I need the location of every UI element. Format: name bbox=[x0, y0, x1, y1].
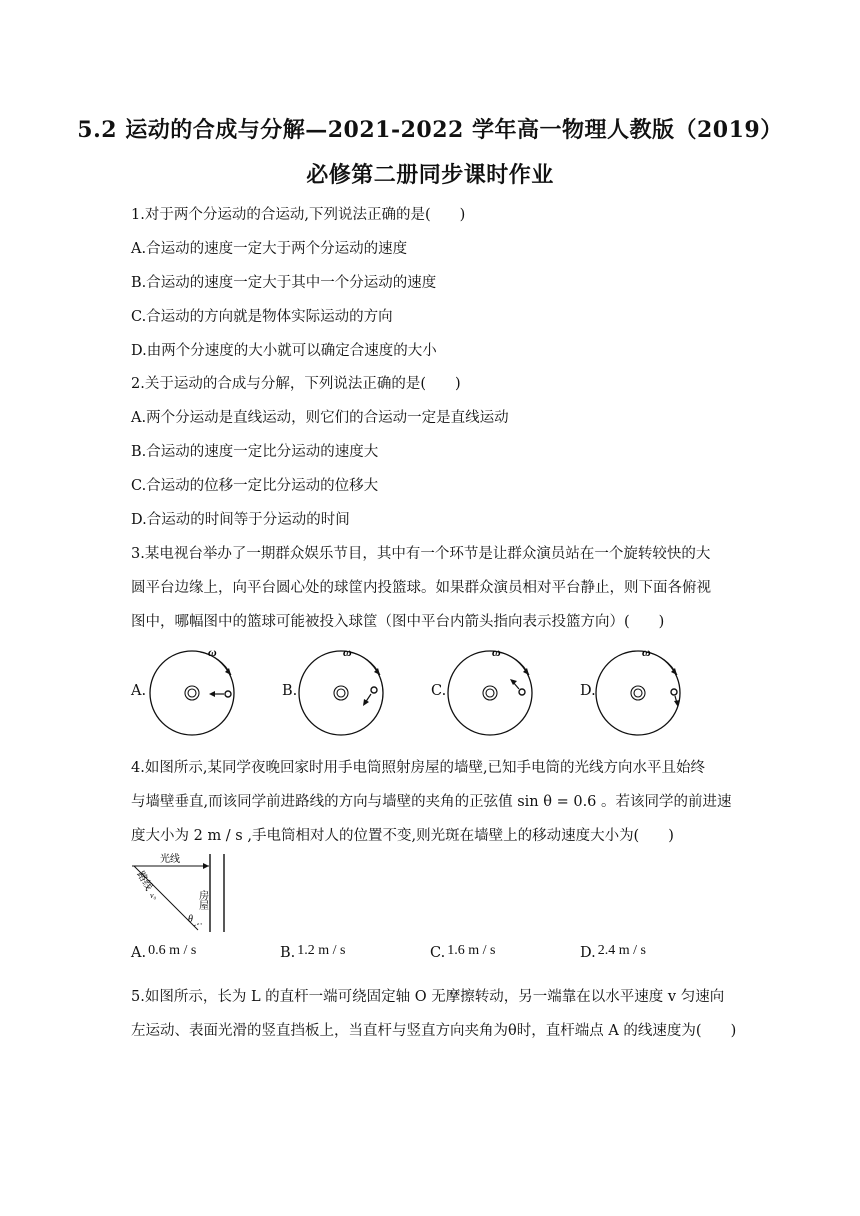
omega-label: ω bbox=[343, 648, 352, 659]
q4-option-b: B. 1.2 m / s bbox=[280, 943, 346, 961]
q2-stem: 2.关于运动的合成与分解，下列说法正确的是( ) bbox=[131, 376, 461, 392]
q4-option-a: A. 0.6 m / s bbox=[131, 943, 197, 961]
theta-label: θ bbox=[188, 914, 193, 925]
q1-stem: 1.对于两个分运动的合运动,下列说法正确的是( ) bbox=[131, 207, 466, 223]
q1-option-a: A.合运动的速度一定大于两个分运动的速度 bbox=[131, 241, 408, 257]
q4-line-3: 度大小为 2 m / s ,手电筒相对人的位置不变,则光斑在墙壁上的移动速度大小为( ) bbox=[131, 828, 674, 844]
throw-arrow bbox=[209, 691, 215, 697]
q5-line-1: 5.如图所示，长为 L 的直杆一端可绕固定轴 O 无摩擦转动，另一端靠在以水平速度 v 匀速向 bbox=[131, 989, 725, 1005]
q4-option-d: D. 2.4 m / s bbox=[580, 943, 646, 961]
q2-option-c: C.合运动的位移一定比分运动的位移大 bbox=[131, 478, 379, 494]
title-line-1: 5.2 运动的合成与分解—2021-2022 学年高一物理人教版（2019） bbox=[77, 117, 783, 143]
q2-option-b: B.合运动的速度一定比分运动的速度大 bbox=[131, 444, 379, 460]
q3-figure-c bbox=[446, 648, 546, 743]
throw-arrow bbox=[363, 699, 369, 706]
q1-option-c: C.合运动的方向就是物体实际运动的方向 bbox=[131, 309, 393, 325]
path-label: 路线 bbox=[134, 869, 154, 893]
omega-label: ω bbox=[208, 648, 217, 659]
title-line-2: 必修第二册同步课时作业 bbox=[306, 162, 554, 188]
house-label: 房屋 bbox=[196, 890, 208, 910]
q3-figure-a-label: A. bbox=[131, 683, 147, 699]
q3-figure-c-label: C. bbox=[431, 683, 447, 699]
q5-line-2: 左运动、表面光滑的竖直挡板上，当直杆与竖直方向夹角为θ时，直杆端点 A 的线速度为( ) bbox=[131, 1023, 737, 1039]
q4-line-2: 与墙壁垂直,而该同学前进路线的方向与墙壁的夹角的正弦值 sin θ = 0.6 。若该同学的前进速 bbox=[131, 794, 732, 810]
q4-option-c: C. 1.6 m / s bbox=[430, 943, 496, 961]
omega-label: ω bbox=[492, 648, 501, 659]
q4-figure bbox=[128, 852, 238, 934]
q3-figure-a bbox=[148, 648, 248, 743]
q1-option-d: D.由两个分速度的大小就可以确定合速度的大小 bbox=[131, 343, 437, 359]
q3-figure-d-label: D. bbox=[580, 683, 596, 699]
q3-figure-d bbox=[594, 648, 694, 743]
q3-figure-b bbox=[297, 648, 397, 743]
q3-figure-b-label: B. bbox=[282, 683, 298, 699]
light-label: 光线 bbox=[160, 854, 180, 865]
omega-label: ω bbox=[642, 648, 651, 659]
q3-line-3: 图中，哪幅图中的篮球可能被投入球筐（图中平台内箭头指向表示投篮方向）( ) bbox=[131, 614, 665, 630]
v0-label: v₀ bbox=[150, 891, 157, 900]
throw-arrow bbox=[510, 679, 517, 685]
q3-line-1: 3.某电视台举办了一期群众娱乐节目，其中有一个环节是让群众演员站在一个旋转较快的大 bbox=[131, 546, 711, 562]
q1-option-b: B.合运动的速度一定大于其中一个分运动的速度 bbox=[131, 275, 437, 291]
q2-option-a: A.两个分运动是直线运动，则它们的合运动一定是直线运动 bbox=[131, 410, 509, 426]
q3-line-2: 圆平台边缘上，向平台圆心处的球筐内投篮球。如果群众演员相对平台静止，则下面各俯视 bbox=[131, 580, 711, 596]
q2-option-d: D.合运动的时间等于分运动的时间 bbox=[131, 512, 350, 528]
q4-line-1: 4.如图所示,某同学夜晚回家时用手电筒照射房屋的墙壁,已知手电筒的光线方向水平且始终 bbox=[131, 760, 706, 776]
